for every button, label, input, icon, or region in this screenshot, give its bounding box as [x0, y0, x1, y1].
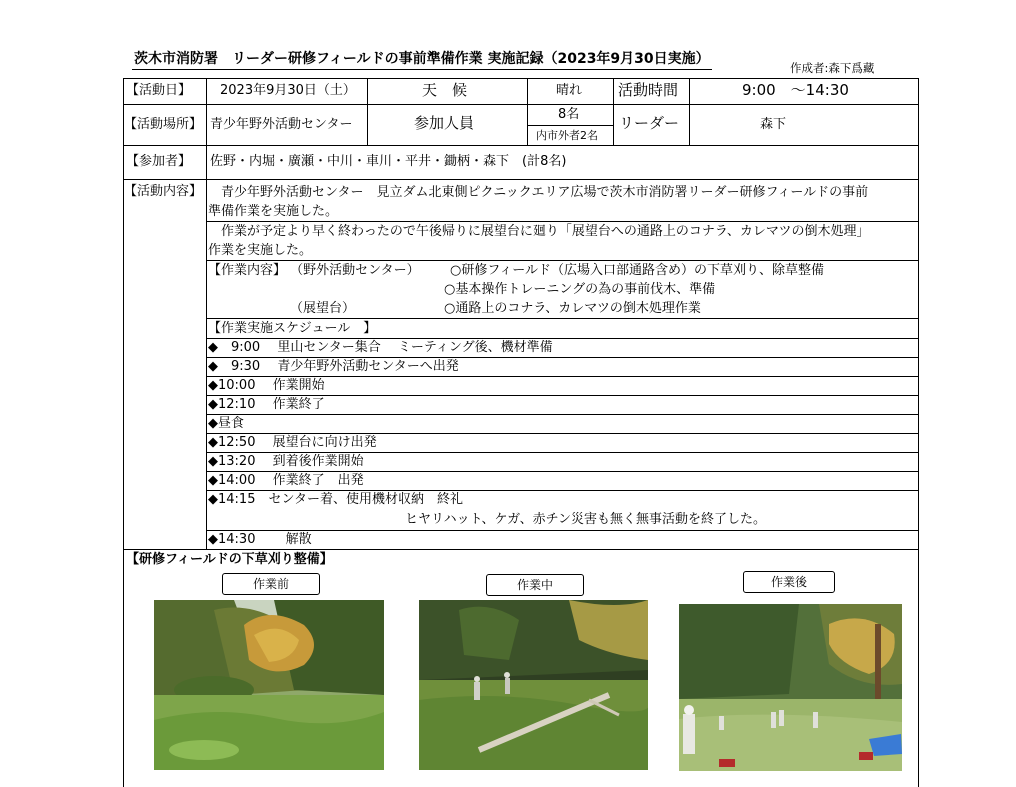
- schedule-item: ◆12:10 作業終了: [208, 397, 325, 412]
- document-title: 茨木市消防署 リーダー研修フィールドの事前準備作業 実施記録（2023年9月30日実施）: [132, 48, 712, 70]
- place-value: 青少年野外活動センター: [210, 117, 353, 132]
- line-rule: [206, 433, 919, 434]
- col-divider: [613, 78, 614, 145]
- photo-after: [679, 604, 902, 771]
- line-rule: [206, 357, 919, 358]
- place-label: 【活動場所】: [124, 117, 203, 132]
- line-rule: [206, 414, 919, 415]
- time-label: 活動時間: [618, 81, 679, 99]
- work-place2: （展望台）: [290, 301, 356, 316]
- schedule-header: 【作業実施スケジュール 】: [208, 321, 377, 336]
- time-value: 9:00 ～14:30: [742, 81, 849, 99]
- activity-line: 作業を実施した。: [208, 243, 313, 258]
- line-rule: [206, 530, 919, 531]
- weather-label: 天 候: [422, 81, 468, 99]
- line-rule: [206, 338, 919, 339]
- col-divider: [206, 78, 207, 550]
- row-divider: [123, 179, 919, 180]
- activity-line: 青少年野外活動センター 見立ダム北東側ピクニックエリア広場で茨木市消防署リーダー研修フィールドの事前: [208, 185, 869, 200]
- row-divider: [123, 145, 919, 146]
- schedule-item: ◆ 9:00 里山センター集合 ミーティング後、機材準備: [208, 340, 553, 355]
- page-left-border: [123, 550, 124, 787]
- circle-bullet-icon: ○: [450, 263, 462, 278]
- line-rule: [206, 221, 919, 222]
- leader-value: 森下: [760, 117, 787, 132]
- col-divider: [367, 78, 368, 145]
- schedule-item: ◆14:00 作業終了 出発: [208, 473, 364, 488]
- schedule-item: ◆ 9:30 青少年野外活動センターへ出発: [208, 359, 459, 374]
- after-label: 作業後: [743, 571, 835, 593]
- schedule-item: ◆14:30 解散: [208, 532, 312, 547]
- schedule-item: ◆10:00 作業開始: [208, 378, 325, 393]
- work-item-text: 通路上のコナラ、カレマツの倒木処理作業: [455, 301, 701, 316]
- weather-value: 晴れ: [556, 83, 583, 98]
- during-label: 作業中: [486, 574, 584, 596]
- circle-bullet-icon: ○: [444, 301, 456, 316]
- col-divider: [527, 78, 528, 145]
- closing-remark: ヒヤリハット、ケガ、赤チン災害も無く無事活動を終了した。: [405, 512, 767, 527]
- line-rule: [206, 318, 919, 319]
- schedule-item: ◆14:15 センター着、使用機材収納 終礼: [208, 492, 463, 507]
- activity-line: 準備作業を実施した。: [208, 204, 339, 219]
- leader-label: リーダー: [619, 114, 680, 132]
- date-value: 2023年9月30日（土）: [220, 83, 356, 98]
- col-divider: [689, 78, 690, 145]
- row-divider: [527, 125, 613, 126]
- work-item: [450, 263, 824, 279]
- field-after-image: [679, 604, 902, 771]
- work-item: [444, 301, 701, 317]
- before-label: 作業前: [222, 573, 320, 595]
- participants-value: 佐野・内堀・廣瀬・中川・車川・平井・鋤柄・森下 (計8名): [210, 154, 567, 169]
- photo-section-title: 【研修フィールドの下草刈り整備】: [126, 552, 333, 567]
- line-rule: [206, 452, 919, 453]
- circle-bullet-icon: ○: [444, 282, 456, 297]
- line-rule: [206, 260, 919, 261]
- schedule-item: ◆13:20 到着後作業開始: [208, 454, 364, 469]
- field-during-image: [419, 600, 648, 770]
- schedule-item: ◆昼食: [208, 416, 244, 431]
- activity-label: 【活動内容】: [124, 184, 203, 199]
- date-label: 【活動日】: [126, 83, 192, 98]
- line-rule: [206, 395, 919, 396]
- page-right-border: [918, 550, 919, 787]
- photo-during: [419, 600, 648, 770]
- photo-before: [154, 600, 384, 770]
- schedule-item: ◆12:50 展望台に向け出発: [208, 435, 377, 450]
- field-before-image: [154, 600, 384, 770]
- work-header: 【作業内容】 （野外活動センター）: [208, 263, 420, 278]
- work-item-text: 基本操作トレーニングの為の事前伐木、準備: [455, 282, 716, 297]
- row-divider: [123, 104, 919, 105]
- count-label: 参加人員: [414, 114, 475, 132]
- line-rule: [206, 471, 919, 472]
- line-rule: [206, 376, 919, 377]
- author-line: 作成者:森下爲藏: [790, 61, 875, 75]
- count-value: 8名: [558, 107, 580, 122]
- line-rule: [206, 490, 919, 491]
- work-item: [444, 282, 715, 298]
- activity-line: 作業が予定より早く終わったので午後帰りに展望台に廻り「展望台への通路上のコナラ、カレマツの倒木処理」: [208, 224, 870, 239]
- count-note: 内市外者2名: [536, 129, 598, 142]
- participants-label: 【参加者】: [126, 154, 192, 169]
- work-item-text: 研修フィールド（広場入口部通路含め）の下草刈り、除草整備: [461, 263, 825, 278]
